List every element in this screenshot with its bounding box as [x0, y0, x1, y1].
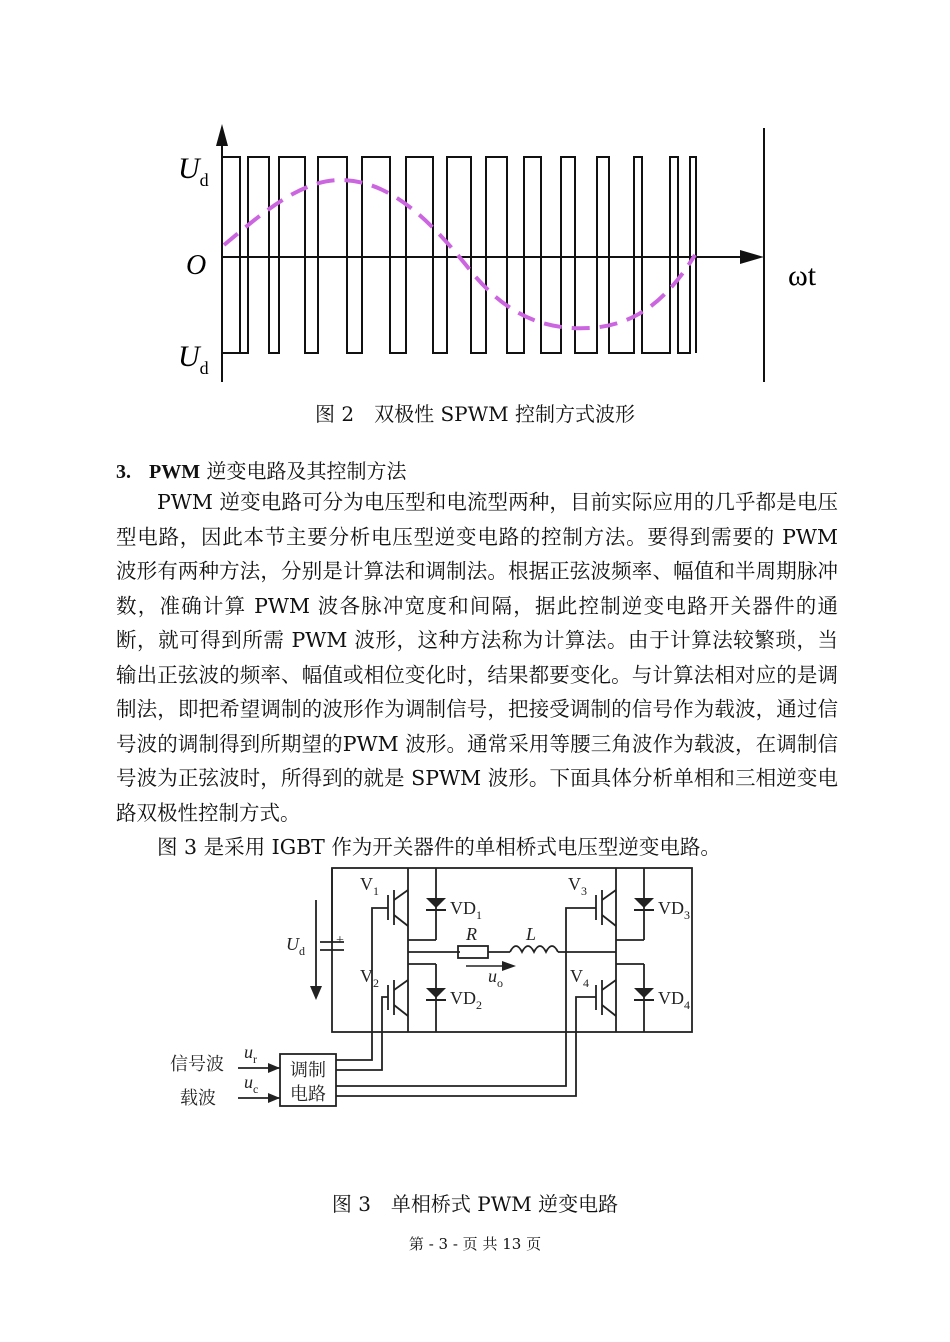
- svg-text:调制: 调制: [290, 1060, 326, 1080]
- svg-text:L: L: [526, 924, 537, 944]
- svg-text:R: R: [466, 924, 477, 944]
- svg-text:uo: $u_o$: [488, 966, 503, 990]
- svg-text:+: +: [336, 933, 344, 948]
- origin-label: O: [186, 250, 207, 281]
- svg-text:V2: $V_2$: [360, 966, 379, 990]
- section-number: 3.: [116, 461, 131, 483]
- x-axis-arrow-icon: [740, 250, 764, 264]
- svg-text:uc: $u_c$: [244, 1072, 259, 1096]
- svg-text:ur: $u_r$: [244, 1042, 257, 1066]
- svg-text:VD2: $VD_2$: [450, 988, 482, 1012]
- page-footer: 第 - 3 - 页 共 13 页: [408, 1235, 542, 1253]
- section-heading: [116, 455, 406, 484]
- section-title-bold: PWM: [149, 461, 201, 483]
- body-paragraph-1: PWM 逆变电路可分为电压型和电流型两种，目前实际应用的几乎都是电压型电路，因此本节主要分析电压型逆变电路的控制方法。要得到需要的 PWM 波形有两种方法，分别是计算法和调制法。根据正弦波频率、幅值和半周期脉冲数，准确计算 PWM 波各脉冲宽度和间隔，据此控制逆变电路开关器件的通断，就可得到所需 PWM 波形，这种方法称为计算法。由于计算法较繁琐，当输出正弦波的频率、幅值或相位变化时，结果都要变化。与计算法相对应的是调制法，即把希望调制的波形作为调制信号，把接受调制的信号作为载波，通过信号波的调制得到所期望的PWM 波形。通常采用等腰三角波作为载波，在调制信号波为正弦波时，所得到的就是 SPWM 波形。下面具体分析单相和三相逆变电路双极性控制方式。: [116, 490, 838, 825]
- inverter-circuit-figure: [150, 860, 710, 1120]
- svg-text:V3: $V_3$: [568, 874, 587, 898]
- omega-t-label: ωt: [788, 259, 817, 292]
- svg-text:载波: 载波: [180, 1088, 216, 1108]
- svg-text:V4: $V_4$: [570, 966, 589, 990]
- svg-text:信号波: 信号波: [170, 1054, 224, 1074]
- figure2-caption: 图 2 双极性 SPWM 控制方式波形: [315, 402, 635, 426]
- figure3-caption: 图 3 单相桥式 PWM 逆变电路: [331, 1192, 619, 1216]
- svg-text:VD1: $VD_1$: [450, 898, 482, 922]
- svg-text:Ud: $U_d$: [286, 934, 305, 958]
- spwm-waveform-figure: [150, 120, 817, 400]
- svg-text:V1: $V_1$: [360, 874, 379, 898]
- svg-text:VD3: $VD_3$: [658, 898, 690, 922]
- ud-bottom-label: $U_d$: [178, 340, 209, 378]
- svg-text:VD4: $VD_4$: [658, 988, 690, 1012]
- body-paragraph-2: 图 3 是采用 IGBT 作为开关器件的单相桥式电压型逆变电路。: [157, 835, 721, 859]
- sine-modulation-curve: [224, 180, 695, 328]
- svg-text:电路: 电路: [290, 1084, 326, 1104]
- section-title-rest: 逆变电路及其控制方法: [200, 459, 407, 483]
- ud-top-label: $U_d$: [178, 152, 209, 190]
- y-axis-arrow-icon: [216, 124, 228, 146]
